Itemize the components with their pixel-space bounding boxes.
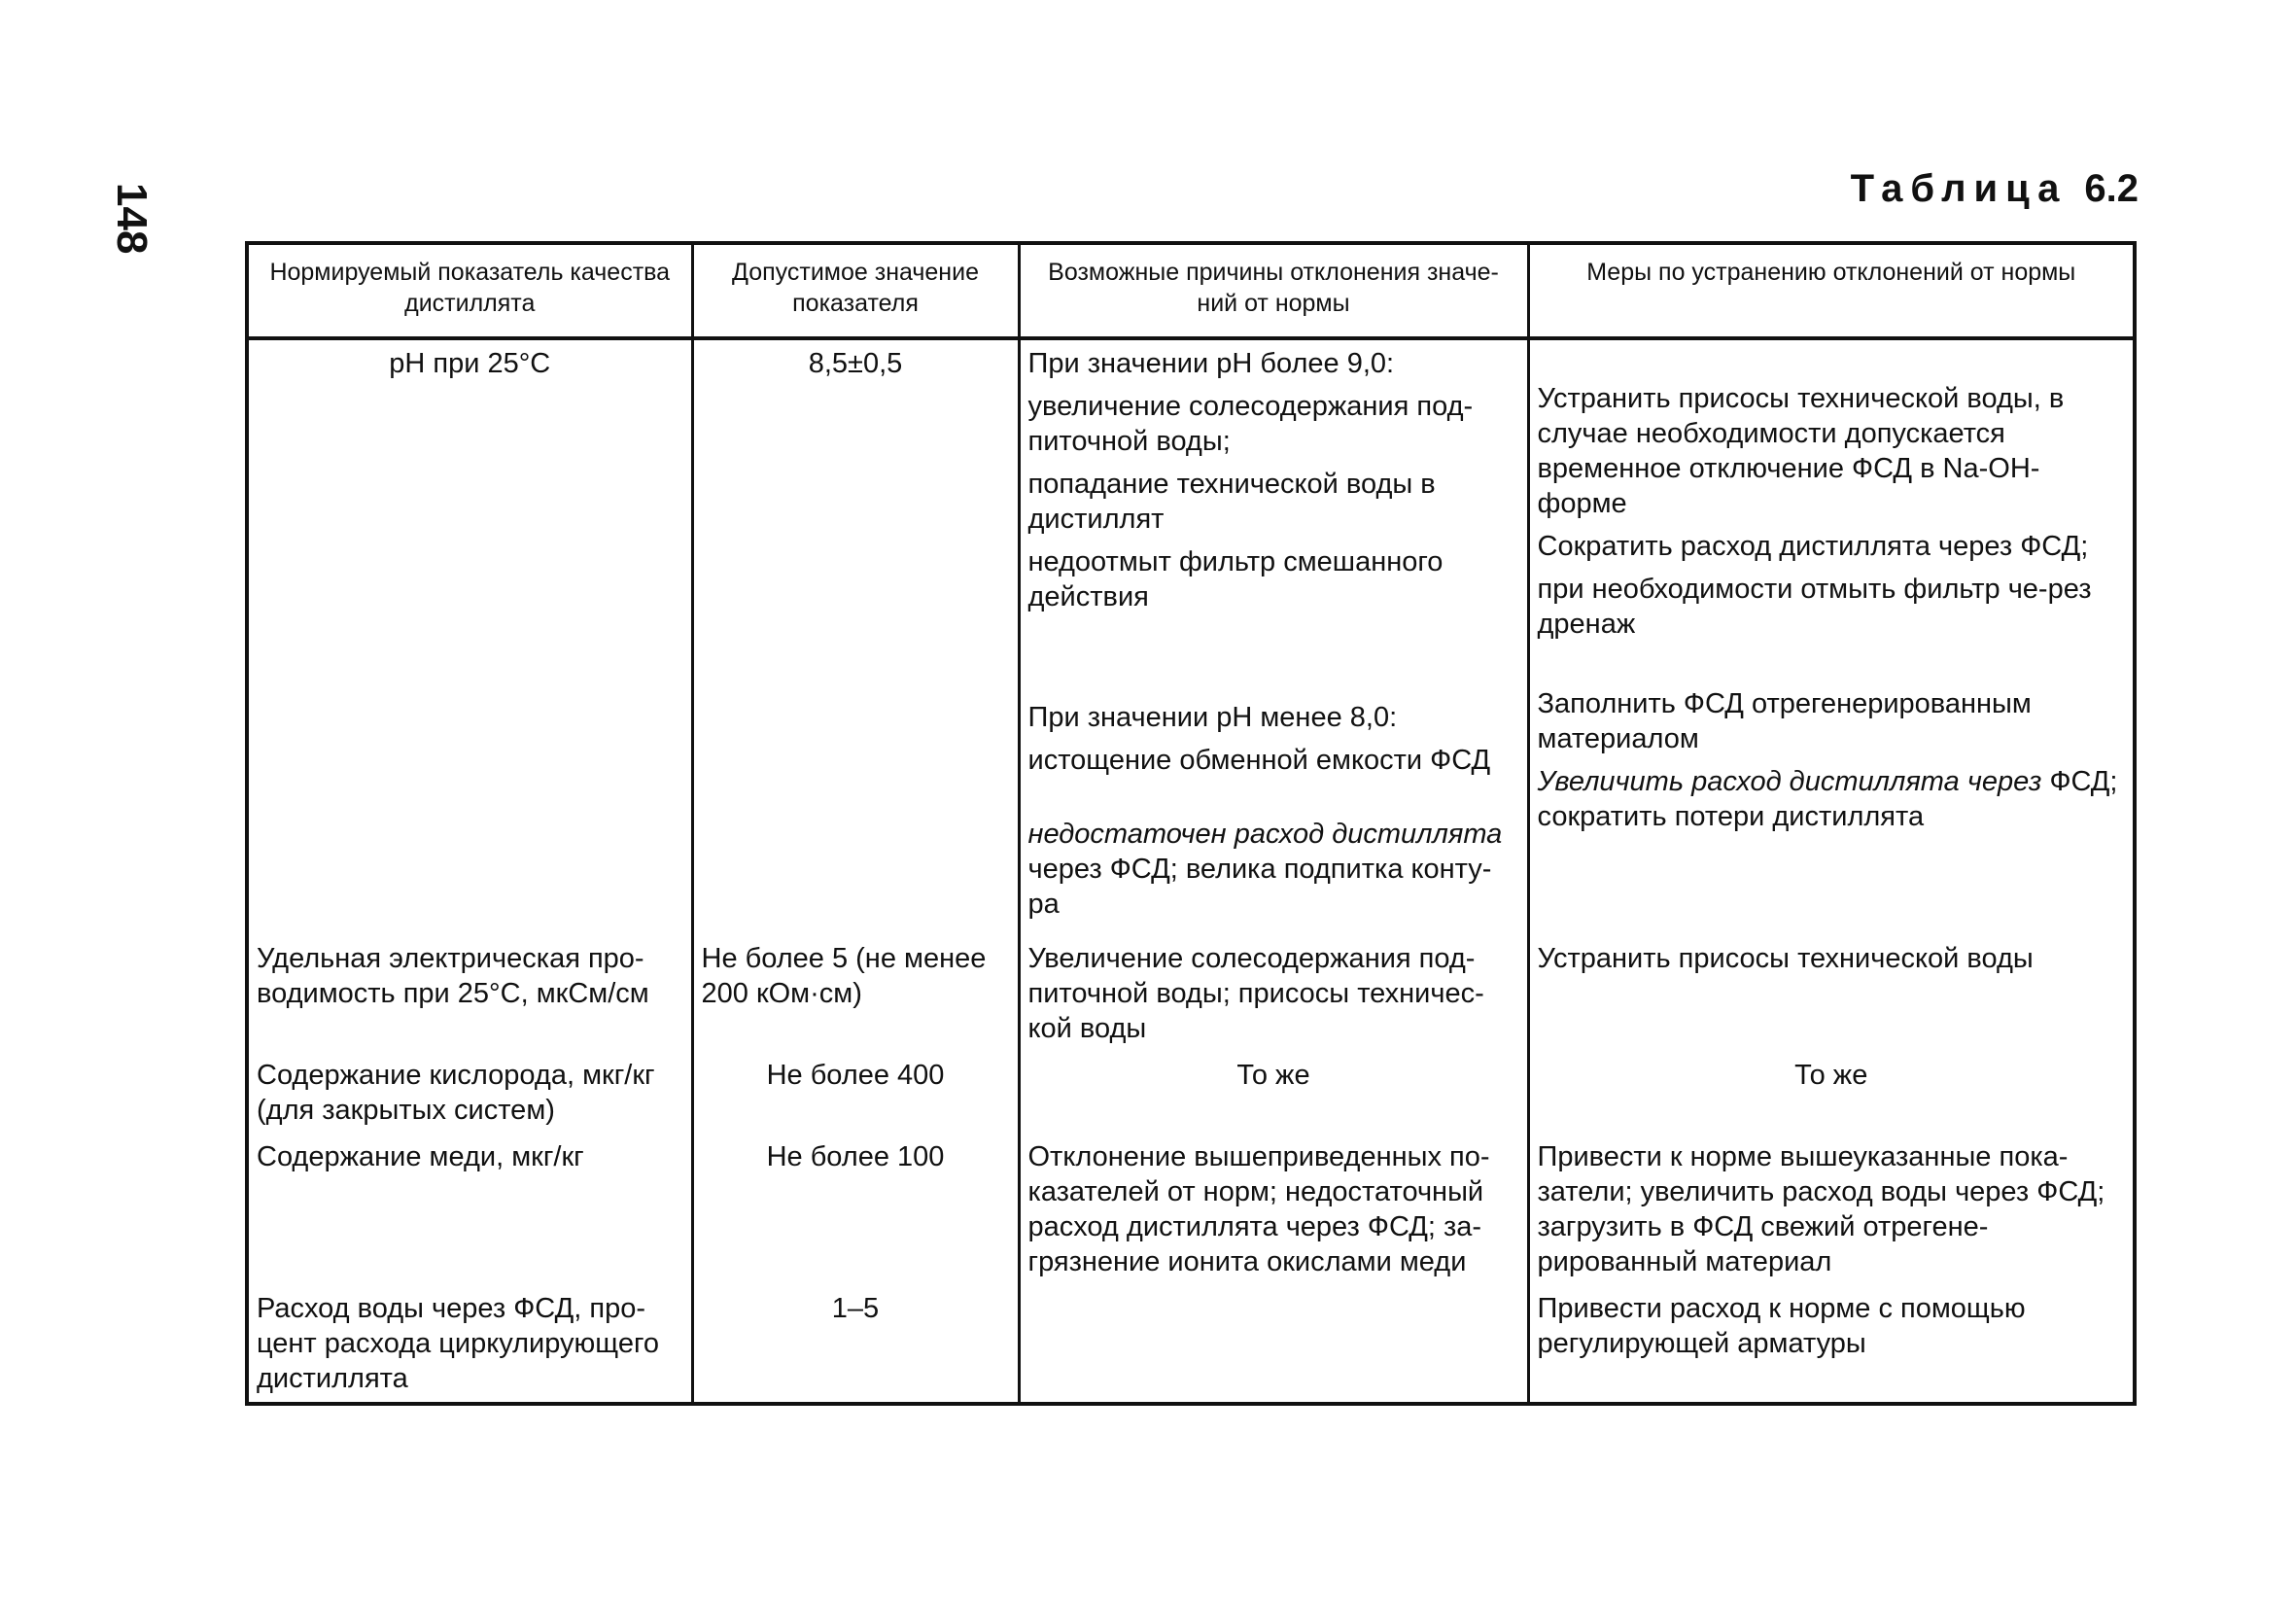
table-row-flow <box>247 1285 2135 1404</box>
ph-cause-5 <box>1028 817 1519 922</box>
oxygen-indicator: Содержание кислорода, мкг/кг (для закрытых систем) <box>247 1052 692 1134</box>
ph-measure-1: Устранить присосы технической воды, в случае необходимости допускается временное отключение ФСД в Na-OH-форме <box>1537 383 2065 519</box>
conductivity-indicator: Удельная электрическая про-водимость при 25°С, мкСм/см <box>247 935 692 1052</box>
ph-causes <box>1019 338 1528 935</box>
ph-cause-1: увеличение солесодержания под-питочной воды; <box>1027 391 1474 457</box>
copper-indicator: Содержание меди, мкг/кг <box>247 1134 692 1285</box>
table-label: Таблица <box>1850 167 2068 210</box>
ph-measure-3: при необходимости отмыть фильтр че-рез дренаж <box>1537 574 2092 640</box>
conductivity-measure: Устранить присосы технической воды <box>1528 935 2135 1052</box>
ph-cause-5-rest: через ФСД; велика подпитка конту-ра <box>1027 854 1492 920</box>
conductivity-cause: Увеличение солесодержания под-питочной воды; присосы техничес-кой воды <box>1019 935 1528 1052</box>
table-row-oxygen <box>247 1052 2135 1134</box>
header-measures: Меры по устранению отклонений от нормы <box>1528 243 2135 338</box>
header-indicator: Нормируемый показатель качества дистиллята <box>247 243 692 338</box>
ph-measure-4: Заполнить ФСД отрегенерированным материалом <box>1537 688 2032 754</box>
flow-indicator: Расход воды через ФСД, про-цент расхода циркулирующего дистиллята <box>247 1285 692 1404</box>
table-row-conductivity <box>247 935 2135 1052</box>
flow-cause <box>1019 1285 1528 1404</box>
ph-cause-3: недоотмыт фильтр смешанного действия <box>1027 546 1444 612</box>
page-number: 148 <box>108 183 156 255</box>
copper-measure: Привести к норме вышеуказанные пока-затели; увеличить расход воды через ФСД; загрузить в ФСД свежий отрегене-рированный материал <box>1528 1134 2135 1285</box>
table-number: 6.2 <box>2084 167 2139 210</box>
table-title <box>1851 167 2139 211</box>
ph-cause-heading-low: При значении рН менее 8,0: <box>1027 702 1398 733</box>
header-causes: Возможные причины отклонения значе-ний от нормы <box>1019 243 1528 338</box>
ph-cause-4: истощение обменной емкости ФСД <box>1027 745 1491 776</box>
header-value: Допустимое значение показателя <box>692 243 1019 338</box>
table-header-row <box>247 243 2135 338</box>
water-quality-table <box>245 241 2137 1406</box>
ph-cause-2: попадание технической воды в дистиллят <box>1027 469 1436 535</box>
ph-value: 8,5±0,5 <box>692 338 1019 935</box>
ph-measures <box>1528 338 2135 935</box>
ph-measure-5-italic: Увеличить расход дистиллята через <box>1537 766 2042 797</box>
ph-measure-5 <box>1538 764 2126 834</box>
oxygen-measure: То же <box>1528 1052 2135 1134</box>
flow-measure: Привести расход к норме с помощью регулирующей арматуры <box>1528 1285 2135 1404</box>
ph-measure-5-rest: ФСД; сократить потери дистиллята <box>1537 766 2118 832</box>
flow-value: 1–5 <box>692 1285 1019 1404</box>
ph-indicator: рН при 25°С <box>247 338 692 935</box>
conductivity-value: Не более 5 (не менее 200 кОм·см) <box>692 935 1019 1052</box>
ph-measure-2: Сократить расход дистиллята через ФСД; <box>1537 531 2089 562</box>
oxygen-cause: То же <box>1019 1052 1528 1134</box>
copper-value: Не более 100 <box>692 1134 1019 1285</box>
ph-cause-heading-high: При значении рН более 9,0: <box>1027 348 1395 379</box>
table-row-copper <box>247 1134 2135 1285</box>
copper-cause: Отклонение вышеприведенных по-казателей от норм; недостаточный расход дистиллята через ФСД; за-грязнение ионита окислами меди <box>1019 1134 1528 1285</box>
table-row-ph <box>247 338 2135 935</box>
ph-cause-5-italic: недостаточен расход дистиллята <box>1027 819 1503 850</box>
oxygen-value: Не более 400 <box>692 1052 1019 1134</box>
